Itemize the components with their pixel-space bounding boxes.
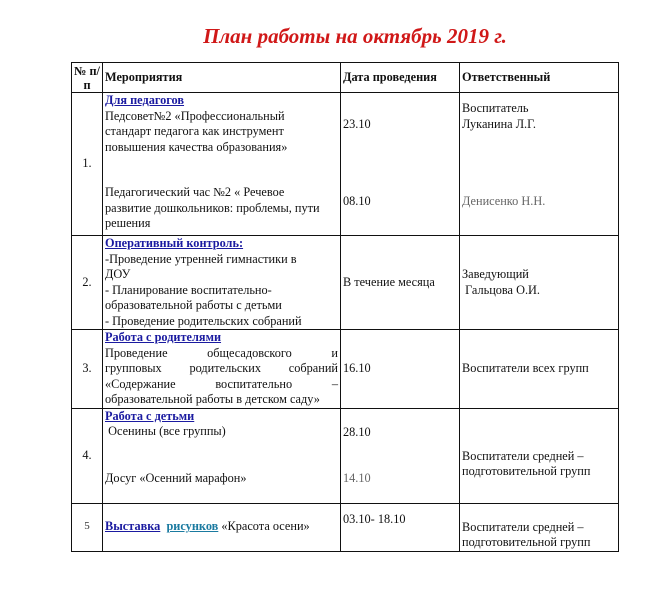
date: 28.10 [343,424,371,439]
event-line: Осенины (все группы) [105,424,226,438]
row-events [103,236,341,330]
responsible: Гальцова О.И. [462,282,541,297]
event-line: Досуг «Осенний марафон» [105,470,247,485]
responsible: Денисенко Н.Н. [462,194,546,208]
responsible: подготовительной групп [462,535,591,549]
section-link[interactable]: рисунков [166,519,219,534]
responsible: Воспитатели средней – [462,448,584,463]
event-line: Педагогический час №2 « Речевое [105,185,285,199]
event-line: -Проведение утренней гимнастики в [105,251,297,266]
row-date: В течение месяца [341,236,460,330]
responsible: Воспитатель [462,101,529,115]
table-header-row [72,63,619,93]
row-events [103,503,341,551]
row-responsible [460,93,619,236]
event-line: развитие дошкольников: проблемы, пути [105,200,320,215]
event-line: стандарт педагога как инструмент [105,124,284,138]
event-line: - Проведение родительских собраний [105,313,302,328]
row-num: 1. [72,93,103,236]
section-link[interactable]: Оперативный контроль: [105,236,244,250]
event-title: «Красота осени» [221,519,310,534]
row-num: 2. [72,236,103,330]
row-responsible [460,236,619,330]
page-title: План работы на октябрь 2019 г. [203,24,507,48]
event-line: - Планирование воспитательно- [105,282,272,297]
table-row [72,93,619,236]
header-events: Мероприятия [103,63,341,93]
row-date: 16.10 [341,330,460,409]
event-line: решения [105,216,151,230]
event-line: групповых родительских собраний [105,361,338,375]
responsible: подготовительной групп [462,464,591,478]
table-row [72,236,619,330]
table-row [72,408,619,503]
header-date: Дата проведения [341,63,460,93]
section-link[interactable]: Для педагогов [105,93,185,107]
responsible: Луканина Л.Г. [462,116,536,131]
event-line: повышения качества образования» [105,139,288,154]
section-link[interactable]: Выставка [105,519,161,534]
date: 23.10 [343,117,371,131]
header-num: № п/п [72,63,103,93]
event-line: Проведение общесадовского и [105,345,338,360]
date: 14.10 [343,471,371,485]
plan-table [71,62,619,552]
row-responsible: Воспитатели всех групп [460,330,619,409]
date: 08.10 [343,193,371,208]
row-date: 03.10- 18.10 [341,503,460,551]
table-row [72,503,619,551]
section-link[interactable]: Работа с детьми [105,408,195,423]
section-link[interactable]: Работа с родителями [105,330,222,344]
row-responsible [460,408,619,503]
row-events [103,408,341,503]
row-num: 4. [72,408,103,503]
row-date [341,408,460,503]
event-line: образовательной работы с детьми [105,298,282,312]
table-row [72,330,619,409]
row-responsible [460,503,619,551]
header-responsible: Ответственный [460,63,619,93]
event-line: «Содержание воспитательно – [105,376,338,391]
event-line: ДОУ [105,267,131,281]
row-date [341,93,460,236]
responsible: Заведующий [462,267,529,281]
row-events [103,330,341,409]
responsible: Воспитатели средней – [462,519,584,534]
event-line: образовательной работы в детском саду» [105,392,320,406]
event-line: Педсовет№2 «Профессиональный [105,108,285,123]
row-num: 3. [72,330,103,409]
row-num: 5 [72,503,103,551]
row-events [103,93,341,236]
